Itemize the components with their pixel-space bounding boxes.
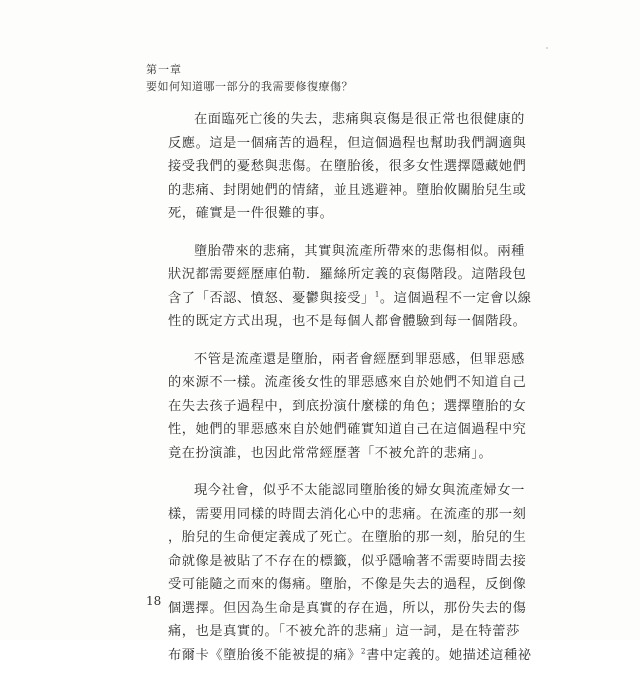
paragraph-2: [168, 240, 532, 334]
chapter-subtitle: 要如何知道哪一部分的我需要修復療傷？: [146, 80, 353, 93]
text-line: 樣，需要用同樣的時間去消化心中的悲痛。在流產的那一刻: [168, 506, 527, 522]
chapter-label: 第一章: [146, 63, 182, 76]
text-line: 不管是流產還是墮胎，兩者會經歷到罪惡感，但罪惡感: [194, 351, 525, 367]
text-line: 受可能隨之而來的傷痛。墮胎，不像是失去的過程，反倒像: [168, 577, 527, 592]
paragraph-1: [168, 108, 527, 226]
text-line-with-footnote: [168, 287, 532, 311]
paragraph-3: [168, 348, 527, 466]
text-line: 性的既定方式出現，也不是每個人都會體驗到每一個階段。: [168, 314, 527, 329]
text-line: 性，她們的罪惡感來自於她們確實知道自己在這個過程中究: [168, 422, 527, 437]
text-line: 狀況都需要經歷庫伯勒．羅絲所定義的哀傷階段。這階段包: [168, 267, 527, 282]
page-number: 18: [146, 594, 162, 608]
text-line: 墮胎帶來的悲痛，其實與流產所帶來的悲傷相似。兩種: [194, 243, 525, 259]
footnote-marker[interactable]: 1: [374, 290, 380, 299]
text-line: 命就像是被貼了不存在的標籤，似乎隱喻著不需要時間去接: [168, 553, 527, 569]
text-line: 的悲痛、封閉她們的情緒，並且逃避神。墮胎攸關胎兒生或: [168, 182, 527, 198]
text-line: 反應。這是一個痛苦的過程，但這個過程也幫助我們調適與: [168, 135, 527, 151]
text-line: 現今社會，似乎不太能認同墮胎後的婦女與流產婦女一: [194, 483, 525, 498]
text-line: 痛，也是真實的。「不被允許的悲痛」這一詞，是在特蕾莎: [168, 624, 520, 639]
text-segment: 。這個過程不一定會以線: [379, 290, 532, 306]
body-text: [168, 108, 532, 681]
text-line: 在失去孩子過程中，到底扮演什麼樣的角色；選擇墮胎的女: [168, 398, 527, 414]
paragraph-4: [168, 479, 532, 667]
text-segment: 書中定義的。她描述這種祕: [366, 647, 532, 663]
text-segment: 布爾卡《墮胎後不能被提的痛》: [168, 647, 362, 663]
text-line: 死，確實是一件很難的事。: [168, 206, 334, 221]
scan-speck: [546, 47, 548, 49]
text-segment: 含了「否認、憤怒、憂鬱與接受」: [168, 290, 375, 306]
text-line: 的來源不一樣。流產後女性的罪惡感來自於她們不知道自己: [168, 375, 527, 390]
text-line-with-footnote: [168, 644, 532, 668]
text-line: ，胎兒的生命便定義成了死亡。在墮胎的那一刻，胎兒的生: [168, 530, 527, 545]
text-line: 在面臨死亡後的失去，悲痛與哀傷是很正常也很健康的: [194, 112, 525, 127]
footnote-marker[interactable]: 2: [361, 647, 367, 656]
text-line: 竟在扮演誰，也因此常常經歷著「不被允許的悲痛」。: [168, 445, 493, 461]
text-line: 個選擇。但因為生命是真實的存在過，所以，那份失去的傷: [168, 600, 527, 616]
text-line: 接受我們的憂愁與悲傷。在墮胎後，很多女性選擇隱藏她們: [168, 159, 527, 174]
